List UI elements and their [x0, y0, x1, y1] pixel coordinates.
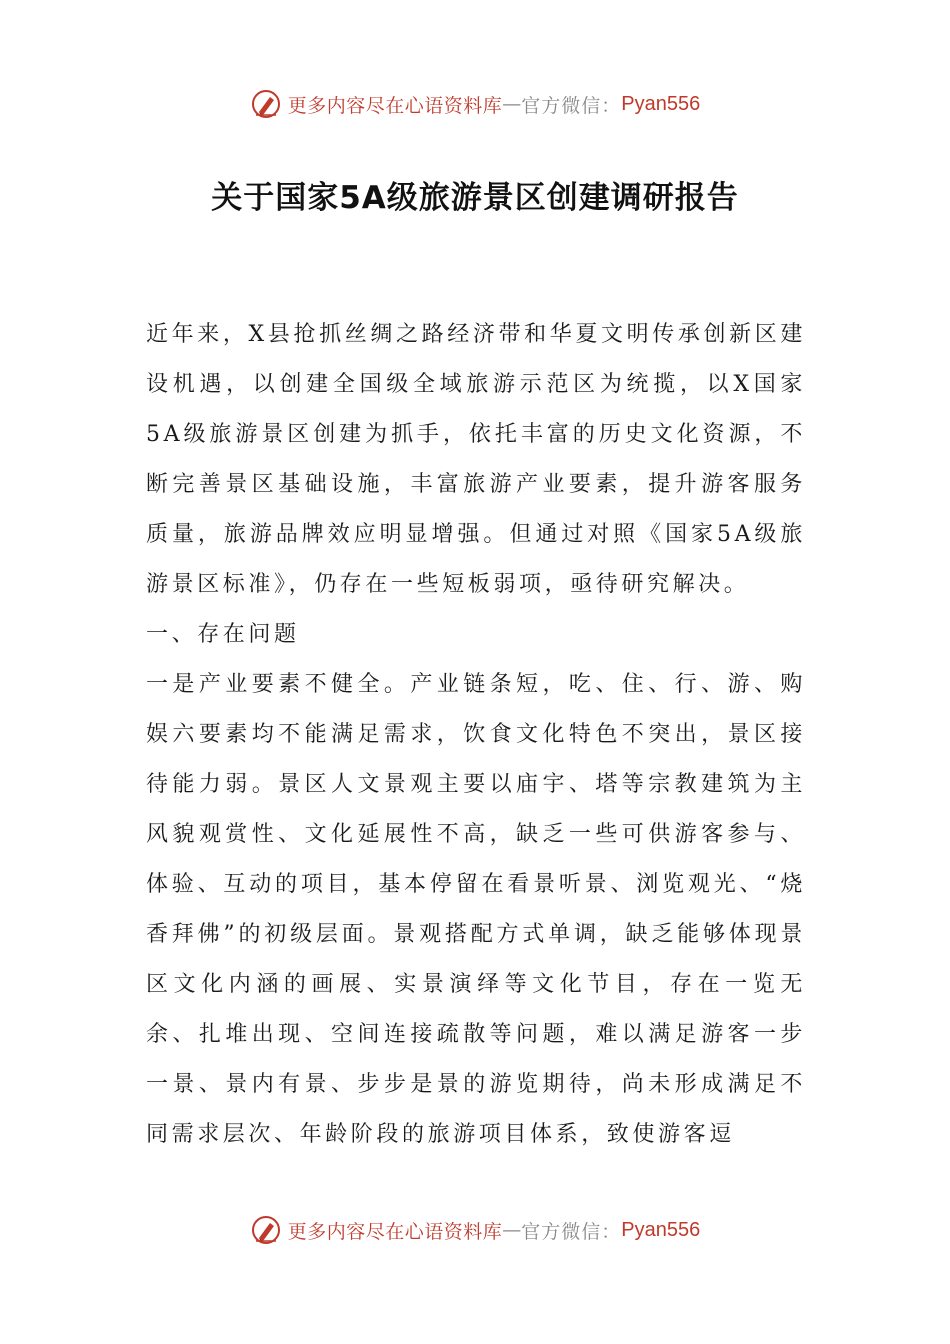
- watermark-dash: —: [502, 93, 522, 115]
- watermark-wechat-id: Pyan556: [621, 92, 701, 115]
- intro-paragraph: 近年来，X县抢抓丝绸之路经济带和华夏文明传承创新区建设机遇，以创建全国级全域旅游示范区为统揽，以X国家5A级旅游景区创建为抓手，依托丰富的历史文化资源，不断完善景区基础设施，丰富旅游产业要素，提升游客服务质量，旅游品牌效应明显增强。但通过对照《国家5A级旅游景区标准》，仍存在一些短板弱项，亟待研究解决。: [146, 322, 806, 597]
- section-paragraph: 一是产业要素不健全。产业链条短，吃、住、行、游、购娱六要素均不能满足需求，饮食文化特色不突出，景区接待能力弱。景区人文景观主要以庙宇、塔等宗教建筑为主风貌观赏性、文化延展性不高，缺乏一些可供游客参与、体验、互动的项目，基本停留在看景听景、浏览观光、“烧香拜佛”的初级层面。景观搭配方式单调，缺乏能够体现景区文化内涵的画展、实景演绎等文化节目，存在一览无余、扎堆出现、空间连接疏散等问题，难以满足游客一步一景、景内有景、步步是景的游览期待，尚未形成满足不同需求层次、年龄阶段的旅游项目体系，致使游客逗: [146, 672, 806, 1147]
- watermark-wechat-id: Pyan556: [621, 1218, 701, 1241]
- document-title: 关于国家5A级旅游景区创建调研报告: [211, 180, 739, 216]
- pen-nib-logo-icon: [250, 88, 282, 120]
- pen-nib-logo-icon: [250, 1214, 282, 1246]
- watermark-dash: —: [502, 1219, 522, 1241]
- watermark-text: 更多内容尽在心语资料库: [287, 1220, 503, 1243]
- watermark-official-label: 官方微信：: [521, 94, 622, 117]
- watermark-official-label: 官方微信：: [521, 1220, 622, 1243]
- section-heading: 一、存在问题: [146, 622, 300, 647]
- watermark-text: 更多内容尽在心语资料库: [287, 94, 503, 117]
- footer-watermark: [0, 1210, 950, 1250]
- document-body: [146, 310, 806, 1160]
- header-watermark: [0, 84, 950, 124]
